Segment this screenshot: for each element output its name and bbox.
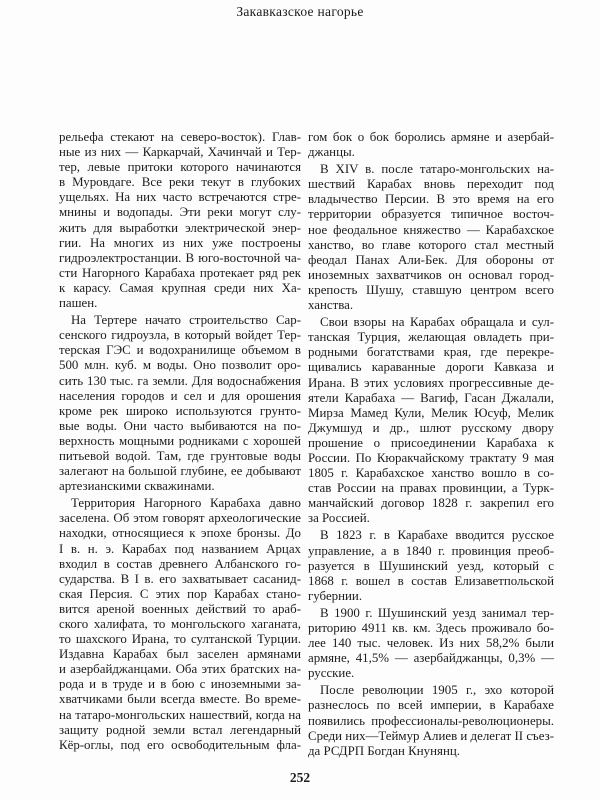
text-line: 1868 г. вошел в состав Елизаветпольской <box>308 573 554 588</box>
text-line: артезианскими скважинами. <box>59 479 215 494</box>
text-line: рода и в труде и в бою с иноземными за- <box>59 677 301 692</box>
text-line: рельефа стекают на северо-восток). Глав- <box>59 130 301 144</box>
text-line: шествий Карабах вновь переходит под <box>308 177 554 192</box>
text-line: В 1900 г. Шушинский уезд занимал тер- <box>320 605 554 620</box>
text-line: крепость Шушу, ставшую центром всего <box>308 282 554 297</box>
text-line: ятели Карабаха — Вагиф, Гасан Джалали, <box>308 390 554 405</box>
text-line: в Муровдаге. Все реки текут в глубоких <box>59 175 301 190</box>
text-line: прошение о присоединении Карабаха к <box>308 435 554 450</box>
text-line: В XIV в. после татаро-монгольских на- <box>320 162 554 177</box>
text-line: Территория Нагорного Карабаха давно <box>71 496 301 511</box>
text-line: сить 130 тыс. га земли. Для водоснабжения <box>59 373 301 388</box>
text-line: территории образуется типичное восточ- <box>308 207 554 222</box>
text-line: щивались караванные дороги Кавказа и <box>308 360 554 375</box>
text-line: феодал Панах Али-Бек. Для обороны от <box>308 252 554 267</box>
running-header: Закавказское нагорье <box>236 4 364 19</box>
text-line: к карасу. Самая крупная среди них Ха- <box>59 280 301 295</box>
text-line: на татаро-монгольских нашествий, когда на <box>59 707 301 722</box>
left-column <box>59 130 301 753</box>
text-line: то шахского Ирана, то султанской Турции. <box>59 632 301 647</box>
text-line: гом бок о бок боролись армяне и азербай- <box>308 130 554 144</box>
text-line: армяне, 41,5% — азербайджанцы, 0,3% — <box>308 651 554 666</box>
text-line: Среди них—Теймур Алиев и делегат II съез- <box>308 728 554 743</box>
text-line: став России на правах провинции, а Турк- <box>308 481 554 496</box>
text-line: и азербайджанцами. Оба этих братских на- <box>59 662 301 677</box>
text-line: тер, левые притоки которого начинаются <box>59 160 301 175</box>
text-line: находки, относящиеся к эпохе бронзы. До <box>59 526 301 541</box>
text-line: После революции 1905 г., эхо которой <box>320 683 554 698</box>
text-line: сти Нагорного Карабаха протекает ряд рек <box>59 265 301 280</box>
text-line: терская ГЭС и водохранилище объемом в <box>59 343 301 358</box>
text-line: 1805 г. Карабахское ханство вошло в со- <box>308 466 554 481</box>
text-line: да РСДРП Богдан Кнунянц. <box>308 743 460 758</box>
text-line: входил в состав древнего Албанского го- <box>59 556 301 571</box>
text-line: Джумшуд и др., шлют русскому двору <box>308 420 554 435</box>
text-line: ская Персия. С этих пор Карабах стано- <box>59 586 301 601</box>
text-line: защиту родной земли встал легендарный <box>59 722 301 737</box>
text-line: ханства. <box>308 298 354 313</box>
text-line: В 1823 г. в Карабахе вводится русское <box>320 528 554 543</box>
text-line: появились профессионалы-революционеры. <box>308 713 554 728</box>
text-line: питьевой водой. Там, где грунтовые воды <box>59 448 301 463</box>
text-line: мнины и водопады. Эти реки могут слу- <box>59 205 301 220</box>
text-line: иноземных захватчиков он основал город- <box>308 267 554 282</box>
text-line: разуется в Шушинский уезд, который с <box>308 558 554 573</box>
right-column <box>308 130 554 759</box>
text-line: манчайский договор 1828 г. закрепил его <box>308 496 554 511</box>
page-number: 252 <box>289 770 311 785</box>
text-line: На Тертере начато строительство Сар- <box>71 313 301 328</box>
text-line: джанцы. <box>308 145 355 160</box>
text-line: населения городов и сел и для орошения <box>59 388 301 403</box>
text-line: кроме рек широко используются грунто- <box>59 403 301 418</box>
text-line: России. По Кюракчайскому трактату 9 мая <box>308 450 554 465</box>
text-line: родными богатствами края, где перекре- <box>308 345 554 360</box>
text-line: за Россией. <box>308 511 370 526</box>
text-line: 500 млн. куб. м воды. Оно позволит оро- <box>59 358 301 373</box>
text-line: жить для выработки электрической энер- <box>59 220 301 235</box>
text-line: ное феодальное княжество — Карабахское <box>308 222 554 237</box>
text-line: русские. <box>308 666 355 681</box>
text-line: вые воды. Они часто выбиваются на по- <box>59 418 301 433</box>
text-line: гидроэлектростанции. В юго-восточной ча- <box>59 250 301 265</box>
text-line: разнеслось по всей империи, в Карабахе <box>308 698 554 713</box>
text-line: Издавна Карабах был заселен армянами <box>59 647 301 662</box>
text-line: верхность мощными родниками с хорошей <box>59 433 301 448</box>
text-line: заселена. Об этом говорят археологические <box>59 511 301 526</box>
text-line: ущельях. На них часто встречаются стре- <box>59 190 301 205</box>
text-line: Ирана. В этих условиях прогрессивные де- <box>308 375 554 390</box>
text-line: Мирза Мамед Кули, Мелик Юсуф, Мелик <box>308 405 554 420</box>
text-line: пашен. <box>59 296 98 311</box>
text-line: хватчиками были всегда вместе. Во време- <box>59 692 301 707</box>
text-line: залегают на большой глубине, ее добывают <box>59 464 301 479</box>
text-line: ского халифата, то монгольского хаганата, <box>59 617 301 631</box>
text-line: гии. На многих из них уже построены <box>59 235 301 250</box>
text-line: владычество Персии. В это время на его <box>308 192 554 207</box>
text-line: ханство, во главе которого стал местный <box>308 237 554 252</box>
text-line: ные из них — Каркарчай, Хачинчай и Тер- <box>59 145 301 160</box>
text-line: вится ареной военных действий то араб- <box>59 601 301 616</box>
text-line: Кёр-оглы, под его освободительным фла- <box>59 737 301 752</box>
text-line: губернии. <box>308 588 363 603</box>
text-line: I в. н. э. Карабах под названием Арцах <box>59 541 301 556</box>
text-line: Свои взоры на Карабах обращала и сул- <box>320 315 554 330</box>
text-line: танская Турция, желающая овладеть при- <box>308 330 554 345</box>
text-line: лее 140 тыс. человек. Из них 58,2% были <box>308 636 554 651</box>
text-line: сударства. В I в. его захватывает сасанид- <box>59 571 301 586</box>
text-line: риторию 4911 кв. км. Здесь проживало бо- <box>308 621 554 635</box>
text-line: сенского гидроузла, в который войдет Тер- <box>59 328 301 343</box>
text-line: управление, а в 1840 г. провинция преоб- <box>308 543 554 558</box>
